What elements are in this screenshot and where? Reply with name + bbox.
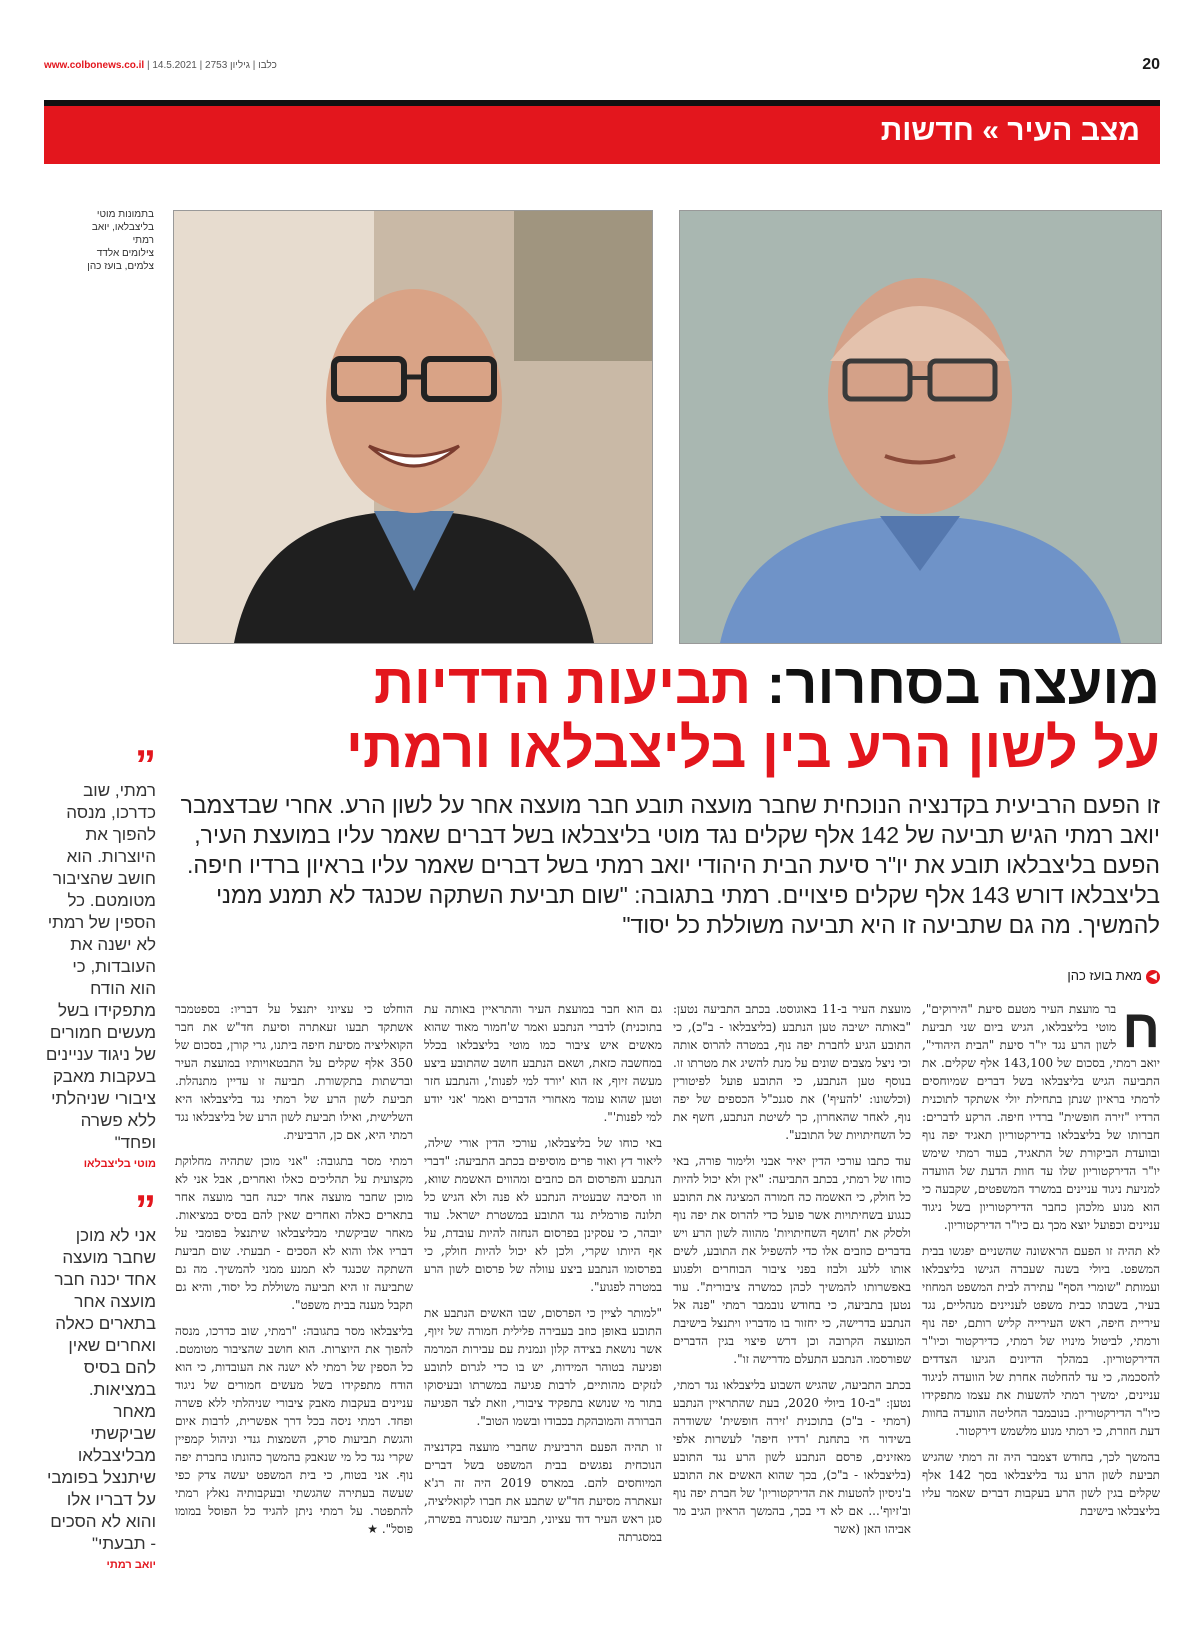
- article-paragraph: בכתב התביעה, שהגיש השבוע בליצבלאו נגד רמתי, נטען: "ב-10 ביולי 2020, בעת שהתראיין הנתבע (רמתי - ב"כ) בתוכנית 'זירה חופשית' ששודרה בשידור חי בתחנת 'רדיו חיפה' לעשרות אלפי מאזינים, פרסם הנתבע לשון הרע נגד התובע (בליצבלאו - ב"כ), בכך שהוא האשים את התובע ב'ניסיון להטעות את הדירקטוריון' של חברת יפה נוף וב'זיוף'... אם לא די בכך, בהמשך הראיון הגיב מר אביהו האן (אשר: [673, 1378, 911, 1536]
- article-paragraph: באי כוחו של בליצבלאו, עורכי הדין אורי שילה, ליאור דץ ואור פרים מוסיפים בכתב התביעה: "דברי הנתבע והפרסום הם כוזבים ומהווים האשמת שווא, וזו הסיבה שבעטיה הנתבע לא פנה ולא הגיש כל תלונה פורמלית נגד התובע במשטרת ישראל. עוד יובהר, כי עסקינן בפרסום הנחזה להיות עובדת, על אף היותו שקרי, ולכן לא יכול להיות חולק, כי בפרסומו הנתבע ביצע עוולה של פרסום לשון הרע במטרה לפגוע".: [424, 1136, 662, 1294]
- article-column-2: [673, 1000, 911, 1630]
- article-paragraph: גם הוא חבר במועצת העיר והתראיין באותה עת בתוכנית) לדברי הנתבע ואמר ש'חמור מאוד שהוא מאשים איש ציבור כמו מוטי בליצבלאו בכלל במחשבה כזאת, ושאם הנתבע חושב שהתובע ביצע מעשה זיוף, אז הוא 'יורד למי לפנות', והנתבע חזר וטען שהוא עומד מאחורי הדברים ואמר 'אני יודע למי לפנות'".: [424, 1002, 662, 1124]
- issue-meta: [44, 60, 277, 71]
- quote-author: מוטי בליצבלאו: [83, 1158, 156, 1170]
- article-paragraph: בליצבלאו מסר בתגובה: "רמתי, שוב כדרכו, מנסה להפוך את היוצרות. הוא חושב שהציבור מטומטם. כל הספין של רמתי לא ישנה את העובדות, כי הוא הודח מתפקידו בשל מעשים חמורים של ניגוד עניינים בעקבות מאבק ציבורי שניהלתי ללא פשרה ופחד. רמתי ניסה בכל דרך אפשרית, לרבות איום והגשת תביעות סרק, השמצות גנדי וניהול קמפיין שקרי נגד כל מי שנאבק בהמשך כהונתו בחברת יפה נוף. אני בטוח, כי בית המשפט יעשה צדק כפי שעשה בעתירה שהגשתי ובעקבותיה נאלץ רמתי להתפטר. על רמתי ניתן להגיד כל הפוסל במומו פוסל". ★: [175, 1324, 413, 1536]
- lead-paragraph: זו הפעם הרביעית בקדנציה הנוכחית שחבר מועצה תובע חבר מועצה אחר על לשון הרע. אחרי שבדצמבר יואב רמתי הגיש תביעה של 142 אלף שקלים נגד מוטי בליצבלאו בשל דברים שאמר עליו במועצת העיר, הפעם בליצבלאו תובע את יו"ר סיעת הבית היהודי יואב רמתי בשל דברים שאמר עליו בראיון ברדיו חיפה. בליצבלאו דורש 143 אלף שקלים פיצויים. רמתי בתגובה: "שום תביעת השתקה שכנגד לא תמנע ממני להמשיך. מה גם שתביעה זו היא תביעה משוללת כל יסוד": [180, 792, 1160, 938]
- portrait-photo-icon: [174, 211, 652, 643]
- article-paragraph: רמתי מסר בתגובה: "אני מוכן שתהיה מחלוקת מקצועית על תהליכים כאלו ואחרים, אבל אני לא מוכן שחבר מועצה אחד יכנה חבר מועצה אחר בתארים כאלה ואחרים שאין להם בסיס במציאות. מאחר שביקשתי מבליצבלאו שיתנצל בפומבי על דבריו אלו והוא לא הסכים - תבעתי. שום תביעת השתקה שכנגד לא תמנע ממני להמשיך. מה גם שתביעה זו היא תביעה משוללת כל יסוד, והיא גם תקבל מענה בבית משפט".: [175, 1154, 413, 1312]
- quote-text: רמתי, שוב כדרכו, מנסה להפוך את היוצרות. הוא חושב שהציבור מטומטם. כל הספין של רמתי לא ישנה את העובדות, כי הוא הודח מתפקידו בשל מעשים חמורים של ניגוד עניינים בעקבות מאבק ציבורי שניהלתי ללא פשרה ופחד": [45, 781, 156, 1152]
- article-paragraph: מועצת העיר ב-11 באוגוסט. בכתב התביעה נטען: "באותה ישיבה טען הנתבע (בליצבלאו - ב"כ), כי התובע הגיע לחברת יפה נוף, במטרה להרוס אותה וכי ניצל מצבים שונים על מנת להשיג את מטרתו זו. בנוסף טען הנתבע, כי התובע פועל לפיטורין (וכלשונו: 'להעיף') את סגנכ"ל הכספים של יפה נוף, לאחר שהאחרון, כך לשיטת הנתבע, חשף את כל השחיתויות של התובע".: [673, 1002, 911, 1142]
- pull-quote-2: [44, 1186, 156, 1571]
- article-column-1: [922, 1000, 1160, 1630]
- article-column-4: [175, 1000, 413, 1630]
- top-strip: [44, 58, 1160, 82]
- headline-line-1: [173, 654, 1160, 714]
- photo-credit: [44, 208, 154, 273]
- drop-cap: ח: [1122, 1000, 1160, 1059]
- section-band: [44, 106, 1160, 164]
- quote-mark-icon: ”: [135, 1186, 156, 1233]
- credit-line: רמתי: [132, 235, 154, 246]
- photo-older-man: [679, 210, 1162, 644]
- headline-line-2: על לשון הרע בין בליצבלאו ורמתי: [346, 716, 1160, 779]
- article-paragraph: הוחלט כי עציוני יתנצל על דבריו: בספטמבר אשתקד תבעו זעאתרה וסיעת חד"ש את חבר הקואליציה מסיעת חיפה ביתנו, גרי קורן, בסכום של 350 אלף שקלים על התבטאויותיו במועצת העיר וברשתות בתקשורת. תביעה זו עדיין מתנהלת. תביעת לשון הרע של רמתי נגד בליצבלאו היא השלישית, ואילו תביעת לשון הרע של בליצבלאו נגד רמתי היא, אם כן, הרביעית.: [175, 1002, 413, 1142]
- byline: [1067, 968, 1160, 984]
- article-paragraph: "למותר לציין כי הפרסום, שבו האשים הנתבע את התובע באופן כוזב בעבירה פלילית חמורה של זיוף, אשר נושאת בצידה קלון ונמנית עם עבירות המרמה ופגיעה בטוהר המידות, יש בו כדי לגרום לתובע לנזקים מהותיים, לרבות פגיעה במשרתו ובעיסוקו בתור מי שנושא בתפקיד ציבורי, וזאת לצד הפגיעה הברורה והמובהקת בכבודו ובשמו הטוב".: [424, 1306, 662, 1428]
- site-url[interactable]: www.colbonews.co.il: [44, 60, 145, 71]
- credit-line: בתמונות מוטי: [96, 209, 154, 220]
- credit-line: בליצבלאו, יואב: [91, 222, 154, 233]
- credit-line: צלמים, בועז כהן: [87, 261, 154, 272]
- credit-line: צילומים אלדד: [96, 248, 154, 259]
- article-paragraph: בהמשך לכך, בחודש דצמבר היה זה רמתי שהגיש תביעת לשון הרע נגד בליצבלאו בסך 142 אלף שקלים בגין לשון הרע בעקבות דברים שאמר עליו בליצבלאו בישיבת: [922, 1450, 1160, 1518]
- headline-part-black: מועצה בסחרור:: [751, 652, 1160, 715]
- quote-mark-icon: ”: [135, 741, 156, 788]
- page-number: 20: [1142, 56, 1160, 73]
- headline-part-red: תביעות הדדיות: [373, 652, 752, 715]
- article-paragraph: זו תהיה הפעם הרביעית שחברי מועצה בקדנציה הנוכחית נפגשים בבית המשפט בשל דברים המיוחסים להם. במארס 2019 היה זה רג'א זעאתרה מסיעת חד"ש שתבע את חברו לקואליציה, סגן ראש העיר דוד עציוני, תביעה שנסגרה בפשרה, במסגרתה: [424, 1440, 662, 1544]
- section-title: מצב העיר » חדשות: [880, 114, 1140, 147]
- issue-info: | כלבו | גיליון 2753 | 14.5.2021: [146, 60, 277, 71]
- article-paragraph: לא תהיה זו הפעם הראשונה שהשניים יפגשו בבית המשפט. ביולי בשנה שעברה הגישו בליצבלאו ועמותת "שומרי הסף" עתירה לבית המשפט המחוזי בעיר, בשבתו כבית משפט לעניינים מנהליים, נגד עיריית חיפה, ראש העירייה קליש רותם, יפה נוף ורמתי, לביטול מינויו של רמתי, כדירקטור וכיו"ר הדירקטוריון. במהלך הדיונים הגיעו הצדדים להסכמה, כי עד להחלטה אחרת של הוועדה לניגוד עניינים, ימשיך רמתי להשעות את עצמו מתפקידו כיו"ר הדירקטוריון. בנובמבר החליטה הוועדה בחוות דעת חוזרת, כי רמתי מנוע מלשמש דירקטור.: [922, 1244, 1160, 1438]
- article-paragraph: בר מועצת העיר מטעם סיעת "הירוקים", מוטי בליצבלאו, הגיש ביום שני תביעת לשון הרע נגד יו"ר סיעת "הבית היהודי", יואב רמתי, בסכום של 143,100 אלף שקלים. את התביעה הגיש בליצבלאו בשל דברים שמיוחסים לרמתי בראיון שנתן בתחילת יולי אשתקד לתוכנית הרדיו "זירה חופשית" ברדיו חיפה. הרקע לדברים: חברותו של בליצבלאו בדירקטוריון תאגיד יפה נוף ובוועדת הביקורת של התאגיד, בעוד רמתי שימש יו"ר הדירקטוריון שלו עד חוות הדעת של הוועדה למניעת ניגוד עניינים במשרד המשפטים, שקבעה כי הוא מנוע מלכהן כחבר הדירקטוריון בשל ניגוד עניינים וכפועל יוצא מכך גם כיו"ר הדירקטוריון.: [922, 1002, 1160, 1232]
- pull-quote-1: [44, 741, 156, 1170]
- photo-smiling-man: [173, 210, 653, 644]
- article-column-3: [424, 1000, 662, 1630]
- byline-text: מאת בועז כהן: [1067, 968, 1142, 983]
- portrait-photo-icon: [680, 211, 1161, 643]
- quote-text: אני לא מוכן שחבר מועצה אחד יכנה חבר מועצה אחר בתארים כאלה ואחרים שאין להם בסיס במציאות. מאחר שביקשתי מבליצבלאו שיתנצל בפומבי על דבריו אלו והוא לא הסכים - תבעתי": [46, 1226, 156, 1553]
- article-paragraph: עוד כתבו עורכי הדין יאיר אבני ולימור פורה, באי כוחו של רמתי, בכתב התביעה: "אין ולא יכול להיות כל חולק, כי האשמה כה חמורה המציגה את התובע כנגוע בשחיתויות אשר פועל כדי להרוס את יפה נוף ולסלק את 'חושף השחיתויות' מהווה לשון הרע ויש בדברים כוזבים אלו כדי להשפיל את התובע, לשים אותו ללעג ולבוז בפני ציבור הבוחרים ולפגוע באפשרותו להמשיך לכהן כמשרה ציבורית". עוד נטען בתביעה, כי בחודש נובמבר רמתי "פנה אל הנתבע בדרישה, כי יחזור בו מדבריו ויתנצל בישיבת המועצה הקרובה וכן דרש פיצוי בגין הדברים שפורסמו. הנתבע התעלם מדרישה זו".: [673, 1154, 911, 1366]
- arrow-left-icon: ◀: [1146, 970, 1160, 984]
- quote-author: יואב רמתי: [106, 1559, 156, 1571]
